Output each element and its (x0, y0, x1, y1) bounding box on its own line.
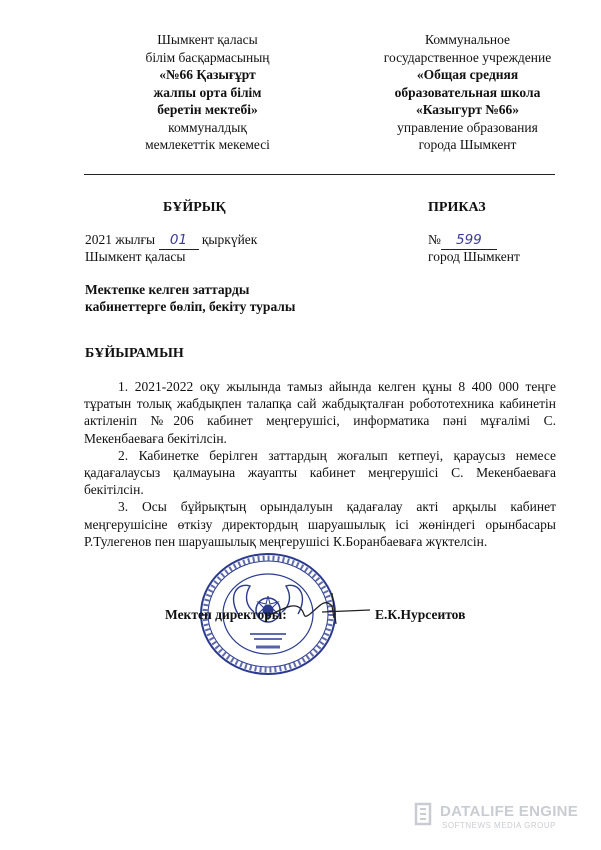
number-value: 599 (456, 232, 482, 248)
handwritten-signature-icon (262, 588, 372, 628)
header-kz-school: жалпы орта білім (153, 84, 262, 100)
header-ru (360, 31, 575, 154)
signature-position: Мектеп директоры: (165, 607, 287, 622)
watermark-sub: SOFTNEWS MEDIA GROUP (442, 821, 557, 830)
subject-line: кабинеттерге бөліп, бекіту туралы (85, 299, 296, 314)
header-ru-line: Коммунальное (424, 32, 511, 47)
header-kz (100, 31, 315, 154)
paragraph: 2. Кабинетке берілген заттардың жоғалып кетпеуі, қараусыз немесе қадағалаусыз қалмауына жауапты кабинет меңгерушісі С. Мекенбаеваға бекітілсін. (84, 447, 556, 498)
watermark (412, 799, 587, 839)
header-ru-school: образовательная школа (394, 84, 541, 100)
header-kz-line: коммуналдық (168, 119, 247, 135)
order-subject (85, 281, 295, 315)
header-ru-line: государственное учреждение (383, 49, 552, 65)
header-divider (84, 174, 555, 175)
header-kz-school: «№66 Қазығұрт (159, 67, 256, 82)
date-month: қыркүйек (201, 232, 258, 247)
watermark-logo-icon (412, 801, 434, 827)
date-prefix: 2021 жылғы (85, 232, 156, 247)
number-prefix: № (428, 232, 441, 247)
date-day: 01 (169, 232, 188, 248)
command-heading: БҰЙЫРАМЫН (85, 346, 184, 361)
subject-line: Мектепке келген заттарды (85, 282, 250, 297)
header-ru-line: управление образования (397, 119, 538, 135)
watermark-brand: DATALIFE ENGINE (440, 803, 579, 820)
order-title-ru: ПРИКАЗ (428, 200, 486, 215)
order-place-kz: Шымкент қаласы (85, 249, 186, 264)
order-title-kz: БҰЙРЫҚ (163, 200, 226, 215)
order-body (84, 378, 556, 550)
paragraph: 3. Осы бұйрықтың орындалуын қадағалау акті арқылы кабинет меңгерушісіне өткізу директордың шаруашылық ісі жөніндегі орынбасары Р.Тулегенов пен шаруашылық меңгерушісі К.Боранбаеваға жүктелсін. (84, 499, 556, 549)
paragraph: 1. 2021-2022 оқу жылында тамыз айында келген құны 8 400 000 теңге тұратын толық жабдықпен талапқа сай жабдықталған робототехника кабинетін актіленіп №206 кабинет меңгерушісі, информатика пәні мұғалімі С. Мекенбаеваға бекітілсін. (84, 379, 556, 446)
order-place-ru: город Шымкент (428, 249, 520, 264)
header-kz-school: беретін мектебі» (157, 102, 258, 117)
header-kz-line: Шымкент қаласы (157, 32, 258, 47)
header-ru-school: «Казыгурт №66» (415, 102, 520, 117)
signature-name: Е.К.Нурсеитов (375, 607, 466, 622)
header-ru-school: «Общая средняя (416, 67, 519, 82)
header-kz-line: мемлекеттік мекемесі (145, 137, 270, 152)
header-ru-line: города Шымкент (418, 137, 517, 152)
header-kz-line: білім басқармасының (145, 49, 270, 65)
